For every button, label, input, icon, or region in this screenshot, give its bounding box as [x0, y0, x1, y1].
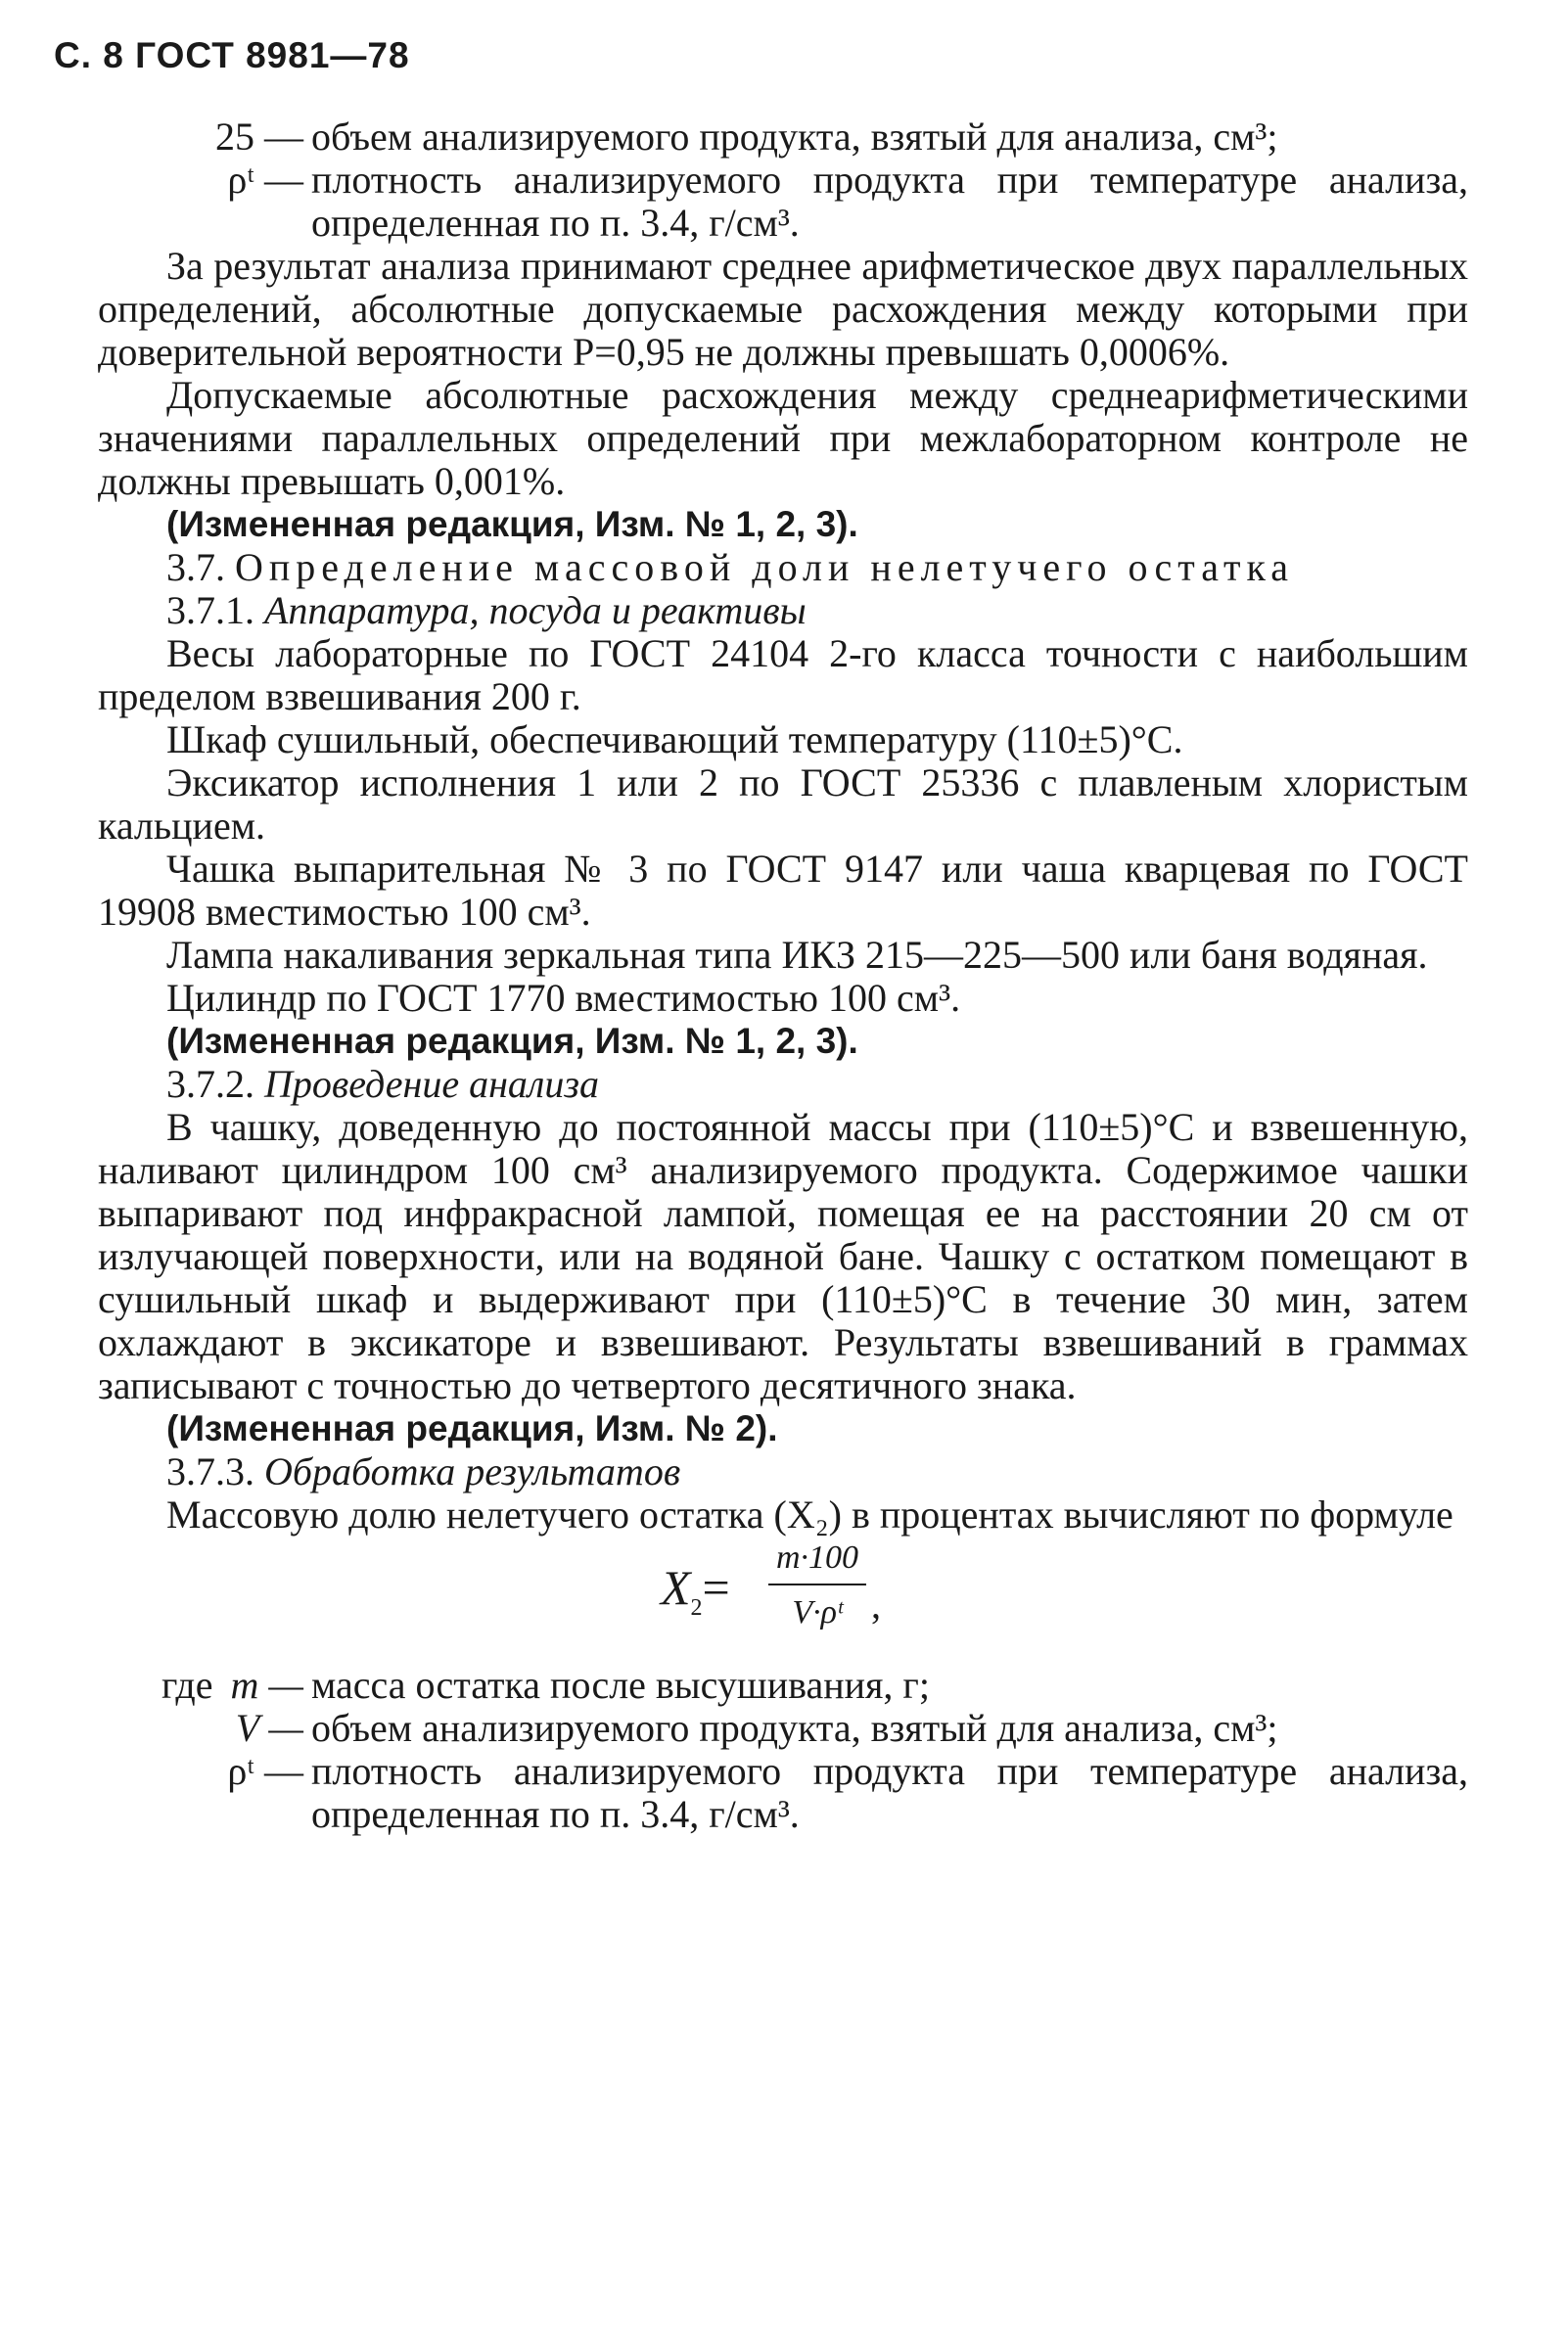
- equipment-item: Чашка выпарительная № 3 по ГОСТ 9147 или чаша кварцевая по ГОСТ 19908 вместимостью 100 см³.: [98, 847, 1468, 934]
- equipment-item: Весы лабораторные по ГОСТ 24104 2-го класса точности с наибольшим пределом взвешивания 200 г.: [98, 631, 1468, 718]
- formula-fraction: [768, 1537, 866, 1634]
- revision-text: (Измененная редакция, Изм. № 1, 2, 3).: [166, 504, 858, 544]
- definition-text: плотность анализируемого продукта при температуре анализа, определенная по п. 3.4, г/см³.: [311, 158, 1468, 245]
- subsection-heading: [98, 589, 1468, 632]
- subsection-heading: [98, 1450, 1468, 1493]
- revision-note: [98, 1407, 1468, 1450]
- definition-symbol: где m —: [161, 1663, 303, 1707]
- definition-symbol: ρᵗ —: [227, 1749, 303, 1793]
- paragraph: [98, 1493, 1468, 1537]
- paragraph-text: За результат анализа принимают среднее арифметическое двух параллельных определений, абсолютные допускаемые расхождения между которыми при доверительной вероятности P=0,95 не должны превышать 0,0006%.: [98, 244, 1468, 374]
- definition-symbol: V —: [235, 1706, 303, 1750]
- section-heading: [98, 546, 1468, 589]
- section-number: 3.7.: [166, 545, 225, 589]
- equipment-item: Лампа накаливания зеркальная типа ИКЗ 215—225—500 или баня водяная.: [166, 933, 1428, 977]
- equipment-list: [98, 632, 1468, 1020]
- subsection-number: 3.7.1.: [166, 588, 254, 632]
- subsection-title: Аппаратура, посуда и реактивы: [264, 588, 807, 632]
- definition-item: [98, 1707, 1468, 1750]
- definition-item: [98, 1750, 1468, 1836]
- page-content: [98, 115, 1468, 1836]
- paragraph: [98, 1106, 1468, 1407]
- definition-text: объем анализируемого продукта, взятый для анализа, см³;: [311, 1706, 1278, 1750]
- revision-note: [98, 1020, 1468, 1063]
- revision-text: (Измененная редакция, Изм. № 2).: [166, 1408, 778, 1448]
- definition-text: объем анализируемого продукта, взятый для анализа, см³;: [311, 115, 1278, 159]
- definition-item: [98, 159, 1468, 245]
- definition-text: плотность анализируемого продукта при температуре анализа, определенная по п. 3.4, г/см³.: [311, 1749, 1468, 1836]
- subsection-title: Обработка результатов: [264, 1449, 681, 1493]
- paragraph: [98, 374, 1468, 503]
- paragraph-text: Допускаемые абсолютные расхождения между среднеарифметическими значениями параллельных определений при межлабораторном контроле не должны превышать 0,001%.: [98, 373, 1468, 503]
- revision-text: (Измененная редакция, Изм. № 1, 2, 3).: [166, 1021, 858, 1061]
- definition-item: [98, 1664, 1468, 1707]
- equipment-item: Эксикатор исполнения 1 или 2 по ГОСТ 25336 с плавленым хлористым кальцием.: [98, 760, 1468, 848]
- equipment-item: Шкаф сушильный, обеспечивающий температуру (110±5)°С.: [166, 717, 1183, 761]
- formula-numerator: m·100: [768, 1537, 866, 1585]
- definition-symbol: 25 —: [215, 115, 303, 159]
- definition-item: [98, 115, 1468, 159]
- paragraph-text: В чашку, доведенную до постоянной массы при (110±5)°С и взвешенную, наливают цилиндром 100 см³ анализируемого продукта. Содержимое чашки выпаривают под инфракрасной лампой, помещая ее на расстоянии 20 см от излучающей поверхности, или на водяной бане. Чашку с остатком помещают в сушильный шкаф и выдерживают при (110±5)°С в течение 30 мин, затем охлаждают в эксикаторе и взвешивают. Результаты взвешиваний в граммах записывают с точностью до четвертого десятичного знака.: [98, 1105, 1468, 1407]
- formula-denominator: V·ρᵗ: [792, 1594, 843, 1630]
- formula-lhs: $X_2=$: [661, 1560, 730, 1621]
- paragraph-text: Массовую долю нелетучего остатка (X₂) в процентах вычисляют по формуле: [166, 1492, 1453, 1537]
- formula: [98, 1537, 1468, 1664]
- revision-note: [98, 503, 1468, 546]
- paragraph: [98, 245, 1468, 374]
- definition-symbol: ρᵗ —: [227, 158, 303, 202]
- formula-comma: ,: [871, 1583, 881, 1627]
- definition-text: масса остатка после высушивания, г;: [311, 1663, 930, 1707]
- subsection-number: 3.7.2.: [166, 1062, 254, 1106]
- equipment-item: Цилиндр по ГОСТ 1770 вместимостью 100 см³.: [166, 976, 961, 1020]
- subsection-title: Проведение анализа: [264, 1062, 599, 1106]
- section-title: Определение массовой доли нелетучего остатка: [235, 545, 1295, 589]
- page-header: С. 8 ГОСТ 8981—78: [54, 35, 410, 75]
- subsection-heading: [98, 1063, 1468, 1106]
- subsection-number: 3.7.3.: [166, 1449, 254, 1493]
